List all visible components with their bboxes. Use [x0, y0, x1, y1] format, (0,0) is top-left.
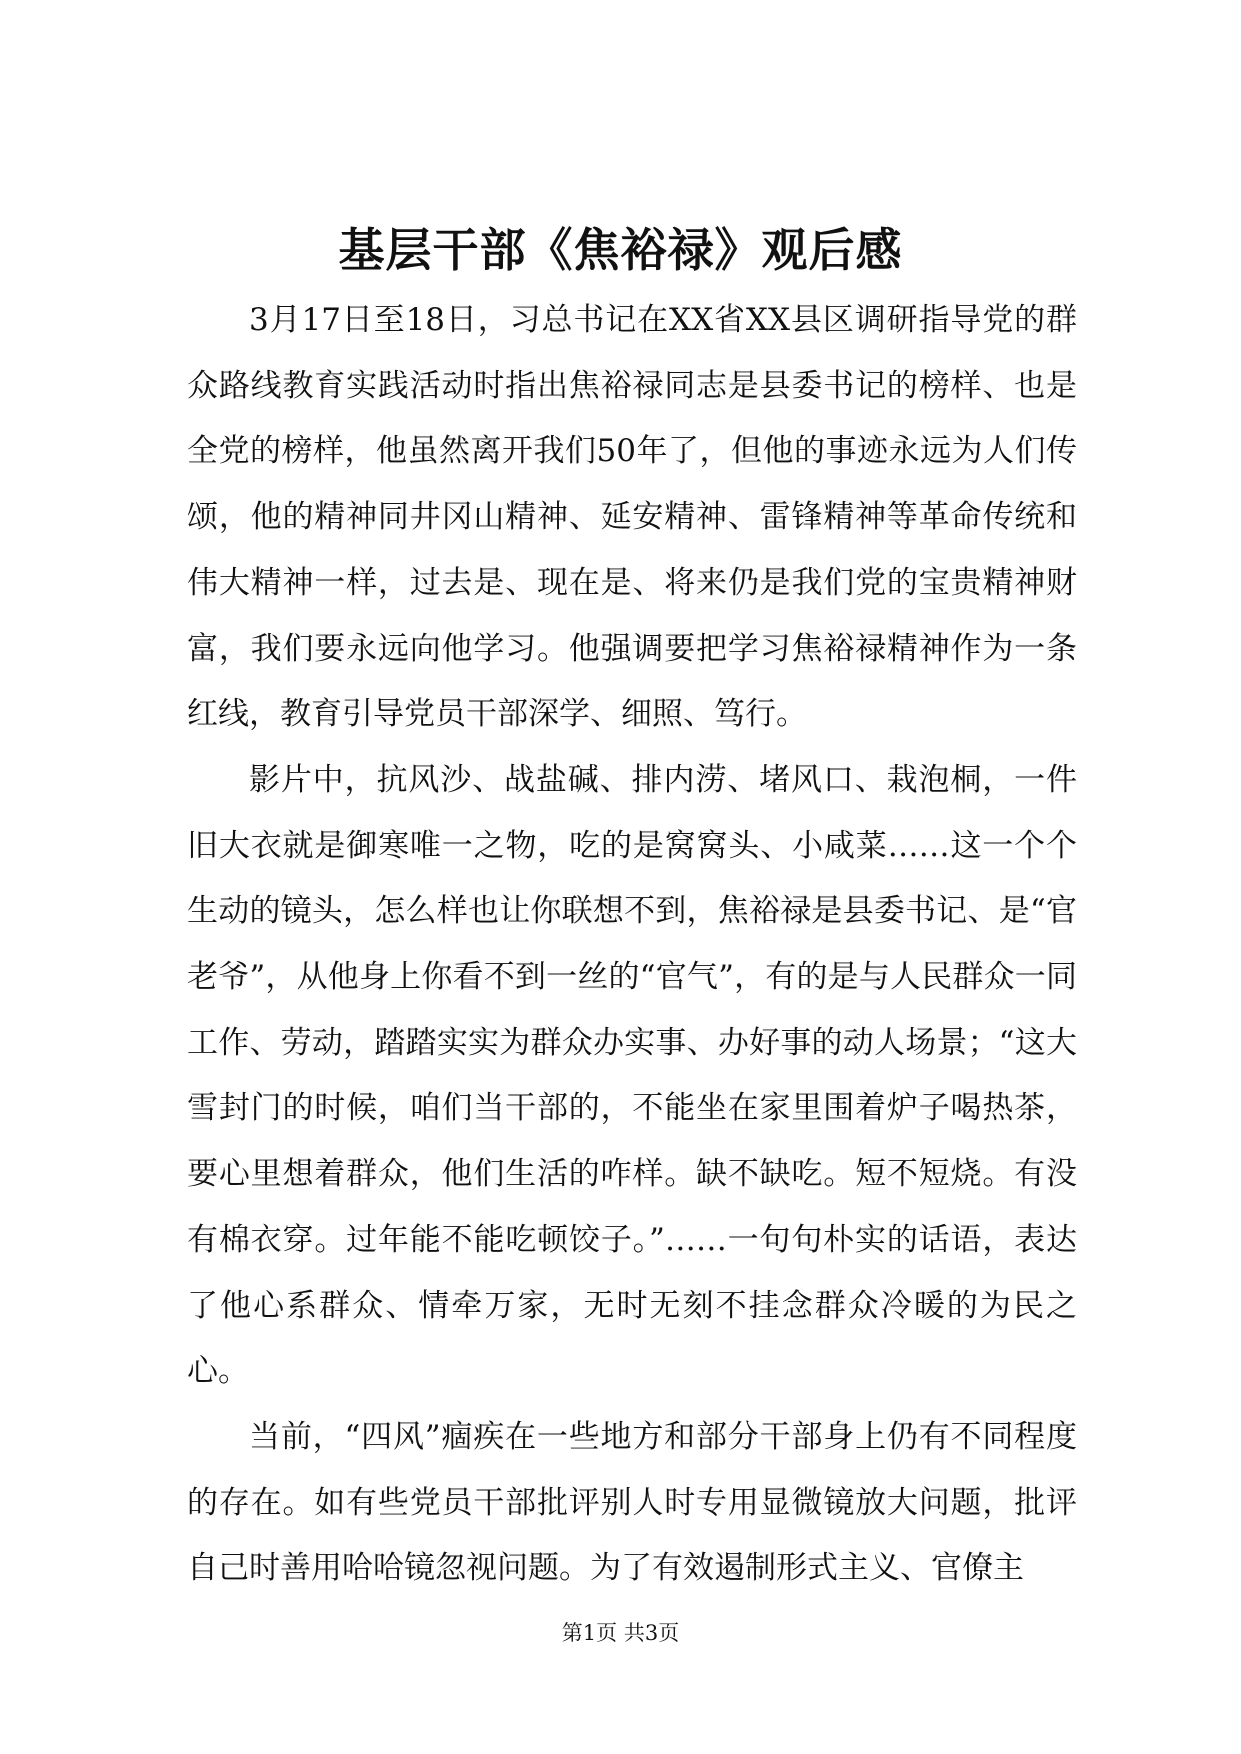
paragraph-1: 3月17日至18日，习总书记在XX省XX县区调研指导党的群众路线教育实践活动时指出焦裕禄同志是县委书记的榜样、也是全党的榜样，他虽然离开我们50年了，但他的事迹永远为人们传颂，他的精神同井冈山精神、延安精神、雷锋精神等革命传统和伟大精神一样，过去是、现在是、将来仍是我们党的宝贵精神财富，我们要永远向他学习。他强调要把学习焦裕禄精神作为一条红线，教育引导党员干部深学、细照、笃行。 — [187, 302, 1077, 733]
paragraph-3: 当前，“四风”痼疾在一些地方和部分干部身上仍有不同程度的存在。如有些党员干部批评别人时专用显微镜放大问题，批评自己时善用哈哈镜忽视问题。为了有效遏制形式主义、官僚主 — [187, 1418, 1077, 1587]
page-number-footer: 第1页 共3页 — [561, 1621, 680, 1645]
document-body — [187, 288, 1077, 1602]
document-title: 基层干部《焦裕禄》观后感 — [338, 223, 903, 277]
paragraph-2: 影片中，抗风沙、战盐碱、排内涝、堵风口、栽泡桐，一件旧大衣就是御寒唯一之物，吃的是窝窝头、小咸菜……这一个个生动的镜头，怎么样也让你联想不到，焦裕禄是县委书记、是“官老爷”，从他身上你看不到一丝的“官气”，有的是与人民群众一同工作、劳动，踏踏实实为群众办实事、办好事的动人场景；“这大雪封门的时候，咱们当干部的，不能坐在家里围着炉子喝热茶，要心里想着群众，他们生活的咋样。缺不缺吃。短不短烧。有没有棉衣穿。过年能不能吃顿饺子。”……一句句朴实的话语，表达了他心系群众、情牵万家，无时无刻不挂念群众冷暖的为民之心。 — [187, 761, 1077, 1390]
